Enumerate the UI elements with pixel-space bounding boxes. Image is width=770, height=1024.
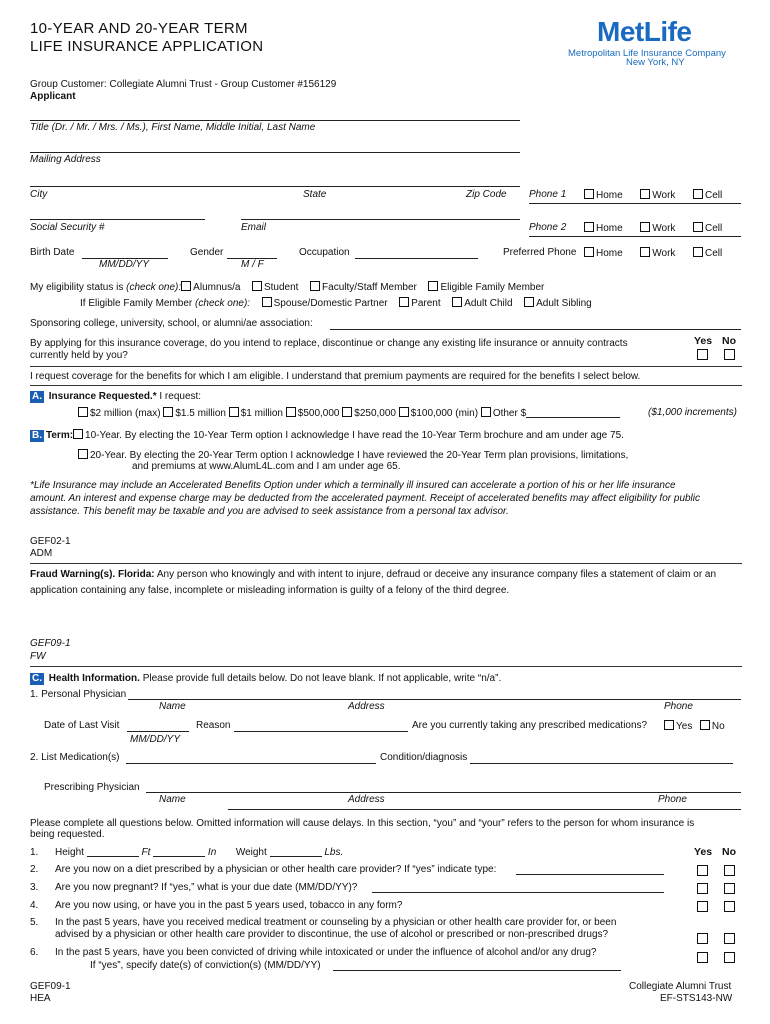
lbs-label: Lbs. (324, 847, 344, 858)
q5-text1: In the past 5 years, have you received medical treatment or counseling by a physician or other health care provider for, or been (55, 917, 617, 928)
q4-number: 4. (30, 900, 39, 911)
amount-other-input[interactable] (526, 408, 620, 418)
preferred-cell-checkbox[interactable] (693, 247, 703, 257)
gender-label: Gender (190, 247, 224, 258)
state-label: State (303, 189, 327, 200)
ssn-label: Social Security # (30, 222, 105, 233)
q3-yes-checkbox[interactable] (697, 883, 708, 894)
section-c-header (30, 673, 501, 685)
term-20-text2: and premiums at www.AlumL4L.com and I am under age 65. (132, 461, 401, 472)
title-name-label: Title (Dr. / Mr. / Mrs. / Ms.), First Name, Middle Initial, Last Name (30, 122, 316, 133)
form-code-fw-1: GEF09-1 (30, 638, 71, 649)
home-label: Home (596, 190, 623, 201)
amount-100k-checkbox[interactable] (399, 407, 409, 417)
zip-label: Zip Code (466, 189, 507, 200)
term-20-row (78, 449, 628, 462)
city-state-zip-line[interactable] (30, 186, 520, 187)
q6-text2: If “yes”, specify date(s) of conviction(s) (MM/DD/YY) (90, 960, 321, 971)
height-label: Height (55, 847, 84, 858)
term-10-text: 10-Year. By electing the 10-Year Term option I acknowledge I have read the 10-Year Term brochure and am under age 75. (85, 430, 624, 441)
student-label: Student (263, 282, 299, 293)
work-label: Work (652, 223, 676, 234)
gender-format: M / F (241, 259, 264, 270)
preferred-phone-label: Preferred Phone (503, 247, 577, 258)
amount-1-5m-checkbox[interactable] (163, 407, 173, 417)
form-title-line1: 10-YEAR AND 20-YEAR TERM (30, 20, 248, 37)
birth-date-label: Birth Date (30, 247, 75, 258)
spouse-label: Spouse/Domestic Partner (273, 298, 388, 309)
prescribed-yes-label: Yes (676, 721, 693, 732)
amount-other-label: Other $ (492, 408, 527, 419)
physician-address-caption: Address (348, 701, 385, 712)
occupation-line[interactable] (355, 258, 478, 259)
prescribed-no-checkbox[interactable] (700, 720, 710, 730)
form-code-adm-1: GEF02-1 (30, 536, 71, 547)
section-b-label: Term: (46, 430, 74, 441)
personal-physician-label: 1. Personal Physician (30, 689, 127, 700)
weight-label: Weight (235, 847, 267, 858)
fraud-text2: application containing any false, incomplete or misleading information is guilty of a felony of the third degree. (30, 585, 510, 596)
q6-line[interactable] (333, 970, 621, 971)
parent-label: Parent (411, 298, 441, 309)
preferred-home-checkbox[interactable] (584, 247, 594, 257)
increments-note: ($1,000 increments) (648, 407, 737, 418)
term-10-checkbox[interactable] (73, 429, 83, 439)
mailing-address-line[interactable] (30, 152, 520, 153)
phone1-label: Phone 1 (529, 189, 567, 200)
parent-checkbox[interactable] (399, 297, 409, 307)
spouse-checkbox[interactable] (262, 297, 272, 307)
phone1-type-options (584, 189, 722, 202)
q2-line[interactable] (516, 874, 664, 875)
amount-1m-label: $1 million (240, 408, 283, 419)
questions-no-header: No (722, 846, 736, 858)
phone1-line[interactable] (529, 203, 741, 204)
birth-date-format: MM/DD/YY (99, 259, 149, 270)
faculty-staff-checkbox[interactable] (310, 281, 320, 291)
height-in-input[interactable] (153, 847, 205, 857)
email-line[interactable] (241, 219, 520, 220)
phone2-cell-checkbox[interactable] (693, 222, 703, 232)
name-line[interactable] (30, 120, 520, 121)
footer-code-1: GEF09-1 (30, 981, 71, 992)
adult-child-label: Adult Child (464, 298, 513, 309)
prescribing-physician-line[interactable] (146, 792, 741, 793)
replace-no-header: No (722, 335, 736, 347)
section-c-label: Health Information. (48, 673, 140, 684)
email-label: Email (241, 222, 267, 233)
q2-number: 2. (30, 864, 39, 875)
form-code-adm-2: ADM (30, 548, 53, 559)
term-20-checkbox[interactable] (78, 449, 88, 459)
date-last-visit-label: Date of Last Visit (44, 720, 120, 731)
q2-no-checkbox[interactable] (724, 865, 735, 876)
list-medications-label: 2. List Medication(s) (30, 752, 120, 763)
footer-right-2: EF-STS143-NW (660, 993, 733, 1004)
ssn-line[interactable] (30, 219, 205, 220)
divider (30, 385, 742, 386)
request-coverage-text: I request coverage for the benefits for which I am eligible. I understand that premium payments are required for the benefits I select below. (30, 371, 641, 382)
q6-text1: In the past 5 years, have you been convicted of driving while intoxicated or under the influence of alcohol and/or any drug? (55, 947, 597, 958)
phone1-cell-checkbox[interactable] (693, 189, 703, 199)
footer-code-2: HEA (30, 993, 51, 1004)
family-prefix: If Eligible Family Member (80, 298, 193, 309)
accelerated-note-2: amount. An interest and expense charge may be deducted from the accelerated payment. Receipt of accelerated benefits may affect eligibility for public (30, 493, 701, 504)
preferred-work-checkbox[interactable] (640, 247, 650, 257)
prescribing-physician-label: Prescribing Physician (44, 782, 140, 793)
replace-yes-checkbox[interactable] (697, 349, 708, 360)
cell-label: Cell (704, 248, 723, 259)
home-label: Home (596, 248, 623, 259)
alumnus-label: Alumnus/a (193, 282, 241, 293)
phone2-label: Phone 2 (529, 222, 567, 233)
home-label: Home (596, 223, 623, 234)
applicant-heading: Applicant (30, 91, 76, 102)
fraud-warning-line1 (30, 569, 716, 581)
phone2-line[interactable] (529, 236, 741, 237)
cell-label: Cell (704, 190, 723, 201)
family-check-one: (check one): (195, 298, 251, 309)
q6-number: 6. (30, 947, 39, 958)
questions-yes-header: Yes (694, 846, 713, 858)
prescribing-name-caption: Name (159, 794, 186, 805)
eligibility-prefix: My eligibility status is (30, 282, 124, 293)
q2-text: Are you now on a diet prescribed by a physician or other health care provider? If “yes” indicate type: (55, 864, 497, 875)
personal-physician-line[interactable] (128, 699, 741, 700)
prescribed-question: Are you currently taking any prescribed medications? (412, 720, 648, 731)
cell-label: Cell (704, 223, 723, 234)
q6-no-checkbox[interactable] (724, 952, 735, 963)
q5-yes-checkbox[interactable] (697, 933, 708, 944)
group-customer: Group Customer: Collegiate Alumni Trust - Group Customer #156129 (30, 79, 337, 90)
adult-sibling-checkbox[interactable] (524, 297, 534, 307)
section-a-tag: A. (32, 391, 42, 402)
physician-name-caption: Name (159, 701, 186, 712)
accelerated-note-1: *Life Insurance may include an Accelerated Benefits Option under which a terminally ill insured can accelerate a portion of his or her life insurance (30, 480, 676, 491)
amount-2m-checkbox[interactable] (78, 407, 88, 417)
alumnus-checkbox[interactable] (181, 281, 191, 291)
weight-input[interactable] (270, 847, 322, 857)
q3-no-checkbox[interactable] (724, 883, 735, 894)
q5-number: 5. (30, 917, 39, 928)
section-b-tag: B. (32, 430, 42, 441)
adult-sibling-label: Adult Sibling (536, 298, 592, 309)
prescribing-phone-caption: Phone (658, 794, 687, 805)
footer-right-1: Collegiate Alumni Trust (629, 981, 732, 992)
family-row (80, 297, 592, 310)
phone2-work-checkbox[interactable] (640, 222, 650, 232)
eligible-family-checkbox[interactable] (428, 281, 438, 291)
preferred-phone-options (584, 247, 722, 260)
company-location: New York, NY (626, 57, 685, 68)
reason-label: Reason (196, 720, 231, 731)
condition-line[interactable] (470, 763, 733, 764)
amount-500k-checkbox[interactable] (286, 407, 296, 417)
fraud-label: Fraud Warning(s). Florida: (30, 569, 155, 580)
q3-line[interactable] (372, 892, 664, 893)
eligibility-check-one: (check one): (126, 282, 182, 293)
amount-250k-checkbox[interactable] (342, 407, 352, 417)
divider (30, 366, 742, 367)
in-label: In (207, 847, 217, 858)
phone2-type-options (584, 222, 722, 235)
condition-label: Condition/diagnosis (380, 752, 468, 763)
replace-no-checkbox[interactable] (724, 349, 735, 360)
q4-yes-checkbox[interactable] (697, 901, 708, 912)
prescribed-no-label: No (711, 721, 725, 732)
faculty-staff-label: Faculty/Staff Member (322, 282, 417, 293)
form-title-line2: LIFE INSURANCE APPLICATION (30, 38, 264, 55)
q1-number: 1. (30, 847, 39, 858)
divider (30, 563, 742, 564)
q4-no-checkbox[interactable] (724, 901, 735, 912)
q1-row (55, 847, 343, 859)
form-code-fw-2: FW (30, 651, 46, 662)
amount-500k-label: $500,000 (297, 408, 340, 419)
metlife-logo (597, 16, 692, 48)
logo-text: MetLife (597, 16, 692, 47)
amount-1-5m-label: $1.5 million (175, 408, 226, 419)
ft-label: Ft (141, 847, 151, 858)
divider (30, 666, 742, 667)
q2-yes-checkbox[interactable] (697, 865, 708, 876)
section-a-label: Insurance Requested.* (48, 391, 157, 402)
date-last-visit-format: MM/DD/YY (130, 734, 180, 745)
occupation-label: Occupation (299, 247, 350, 258)
q6-yes-checkbox[interactable] (697, 952, 708, 963)
term-20-text1: 20-Year. By electing the 20-Year Term option I acknowledge I have reviewed the 20-Year Term plan provisions, limitations, (90, 450, 629, 461)
eligibility-row (30, 281, 544, 294)
section-a-suffix: I request: (159, 391, 202, 402)
section-c-tag: C. (32, 673, 42, 684)
replace-question-line1: By applying for this insurance coverage, do you intend to replace, discontinue or change any existing life insurance or annuity contracts (30, 338, 628, 349)
amount-250k-label: $250,000 (354, 408, 396, 419)
medications-line[interactable] (126, 763, 376, 764)
student-checkbox[interactable] (252, 281, 262, 291)
phone2-home-checkbox[interactable] (584, 222, 594, 232)
sponsoring-label: Sponsoring college, university, school, or alumni/ae association: (30, 318, 313, 329)
accelerated-note-3: assistance. This benefit may be taxable and you are advised to seek assistance from a personal tax advisor. (30, 506, 509, 517)
complete-note-2: being requested. (30, 829, 105, 840)
q5-no-checkbox[interactable] (724, 933, 735, 944)
section-c-text: Please provide full details below. Do not leave blank. If not applicable, write “n/a”. (142, 673, 502, 684)
prescribing-address-caption: Address (348, 794, 385, 805)
company-name: Metropolitan Life Insurance Company (568, 48, 726, 59)
city-label: City (30, 189, 48, 200)
eligible-family-label: Eligible Family Member (440, 282, 545, 293)
divider (228, 809, 741, 810)
q5-text2: advised by a physician or other health care provider to discontinue, the use of alcohol or prescribed or non-prescribed drugs? (55, 929, 609, 940)
sponsoring-line[interactable] (330, 329, 741, 330)
amount-options (78, 407, 620, 420)
phone1-home-checkbox[interactable] (584, 189, 594, 199)
reason-line[interactable] (234, 731, 408, 732)
replace-yes-header: Yes (694, 335, 713, 347)
amount-other-checkbox[interactable] (481, 407, 491, 417)
complete-note-1: Please complete all questions below. Omitted information will cause delays. In this section, “you” and “your” refers to the person for whom insurance is (30, 818, 695, 829)
work-label: Work (652, 248, 676, 259)
amount-2m-label: $2 million (max) (90, 408, 161, 419)
height-ft-input[interactable] (87, 847, 139, 857)
q3-text: Are you now pregnant? If “yes,” what is your due date (MM/DD/YY)? (55, 882, 358, 893)
mailing-address-label: Mailing Address (30, 154, 101, 165)
fraud-text1: Any person who knowingly and with intent to injure, defraud or deceive any insurance company files a statement of claim or an (156, 569, 717, 580)
adult-child-checkbox[interactable] (452, 297, 462, 307)
physician-phone-caption: Phone (664, 701, 693, 712)
amount-100k-label: $100,000 (min) (410, 408, 479, 419)
amount-1m-checkbox[interactable] (229, 407, 239, 417)
work-label: Work (652, 190, 676, 201)
section-b-row (30, 429, 624, 442)
q4-text: Are you now using, or have you in the past 5 years used, tobacco in any form? (55, 900, 403, 911)
prescribed-options (664, 720, 725, 733)
phone1-work-checkbox[interactable] (640, 189, 650, 199)
q3-number: 3. (30, 882, 39, 893)
replace-question-line2: currently held by you? (30, 350, 128, 361)
date-last-visit-line[interactable] (127, 731, 189, 732)
prescribed-yes-checkbox[interactable] (664, 720, 674, 730)
section-a-header (30, 391, 201, 403)
